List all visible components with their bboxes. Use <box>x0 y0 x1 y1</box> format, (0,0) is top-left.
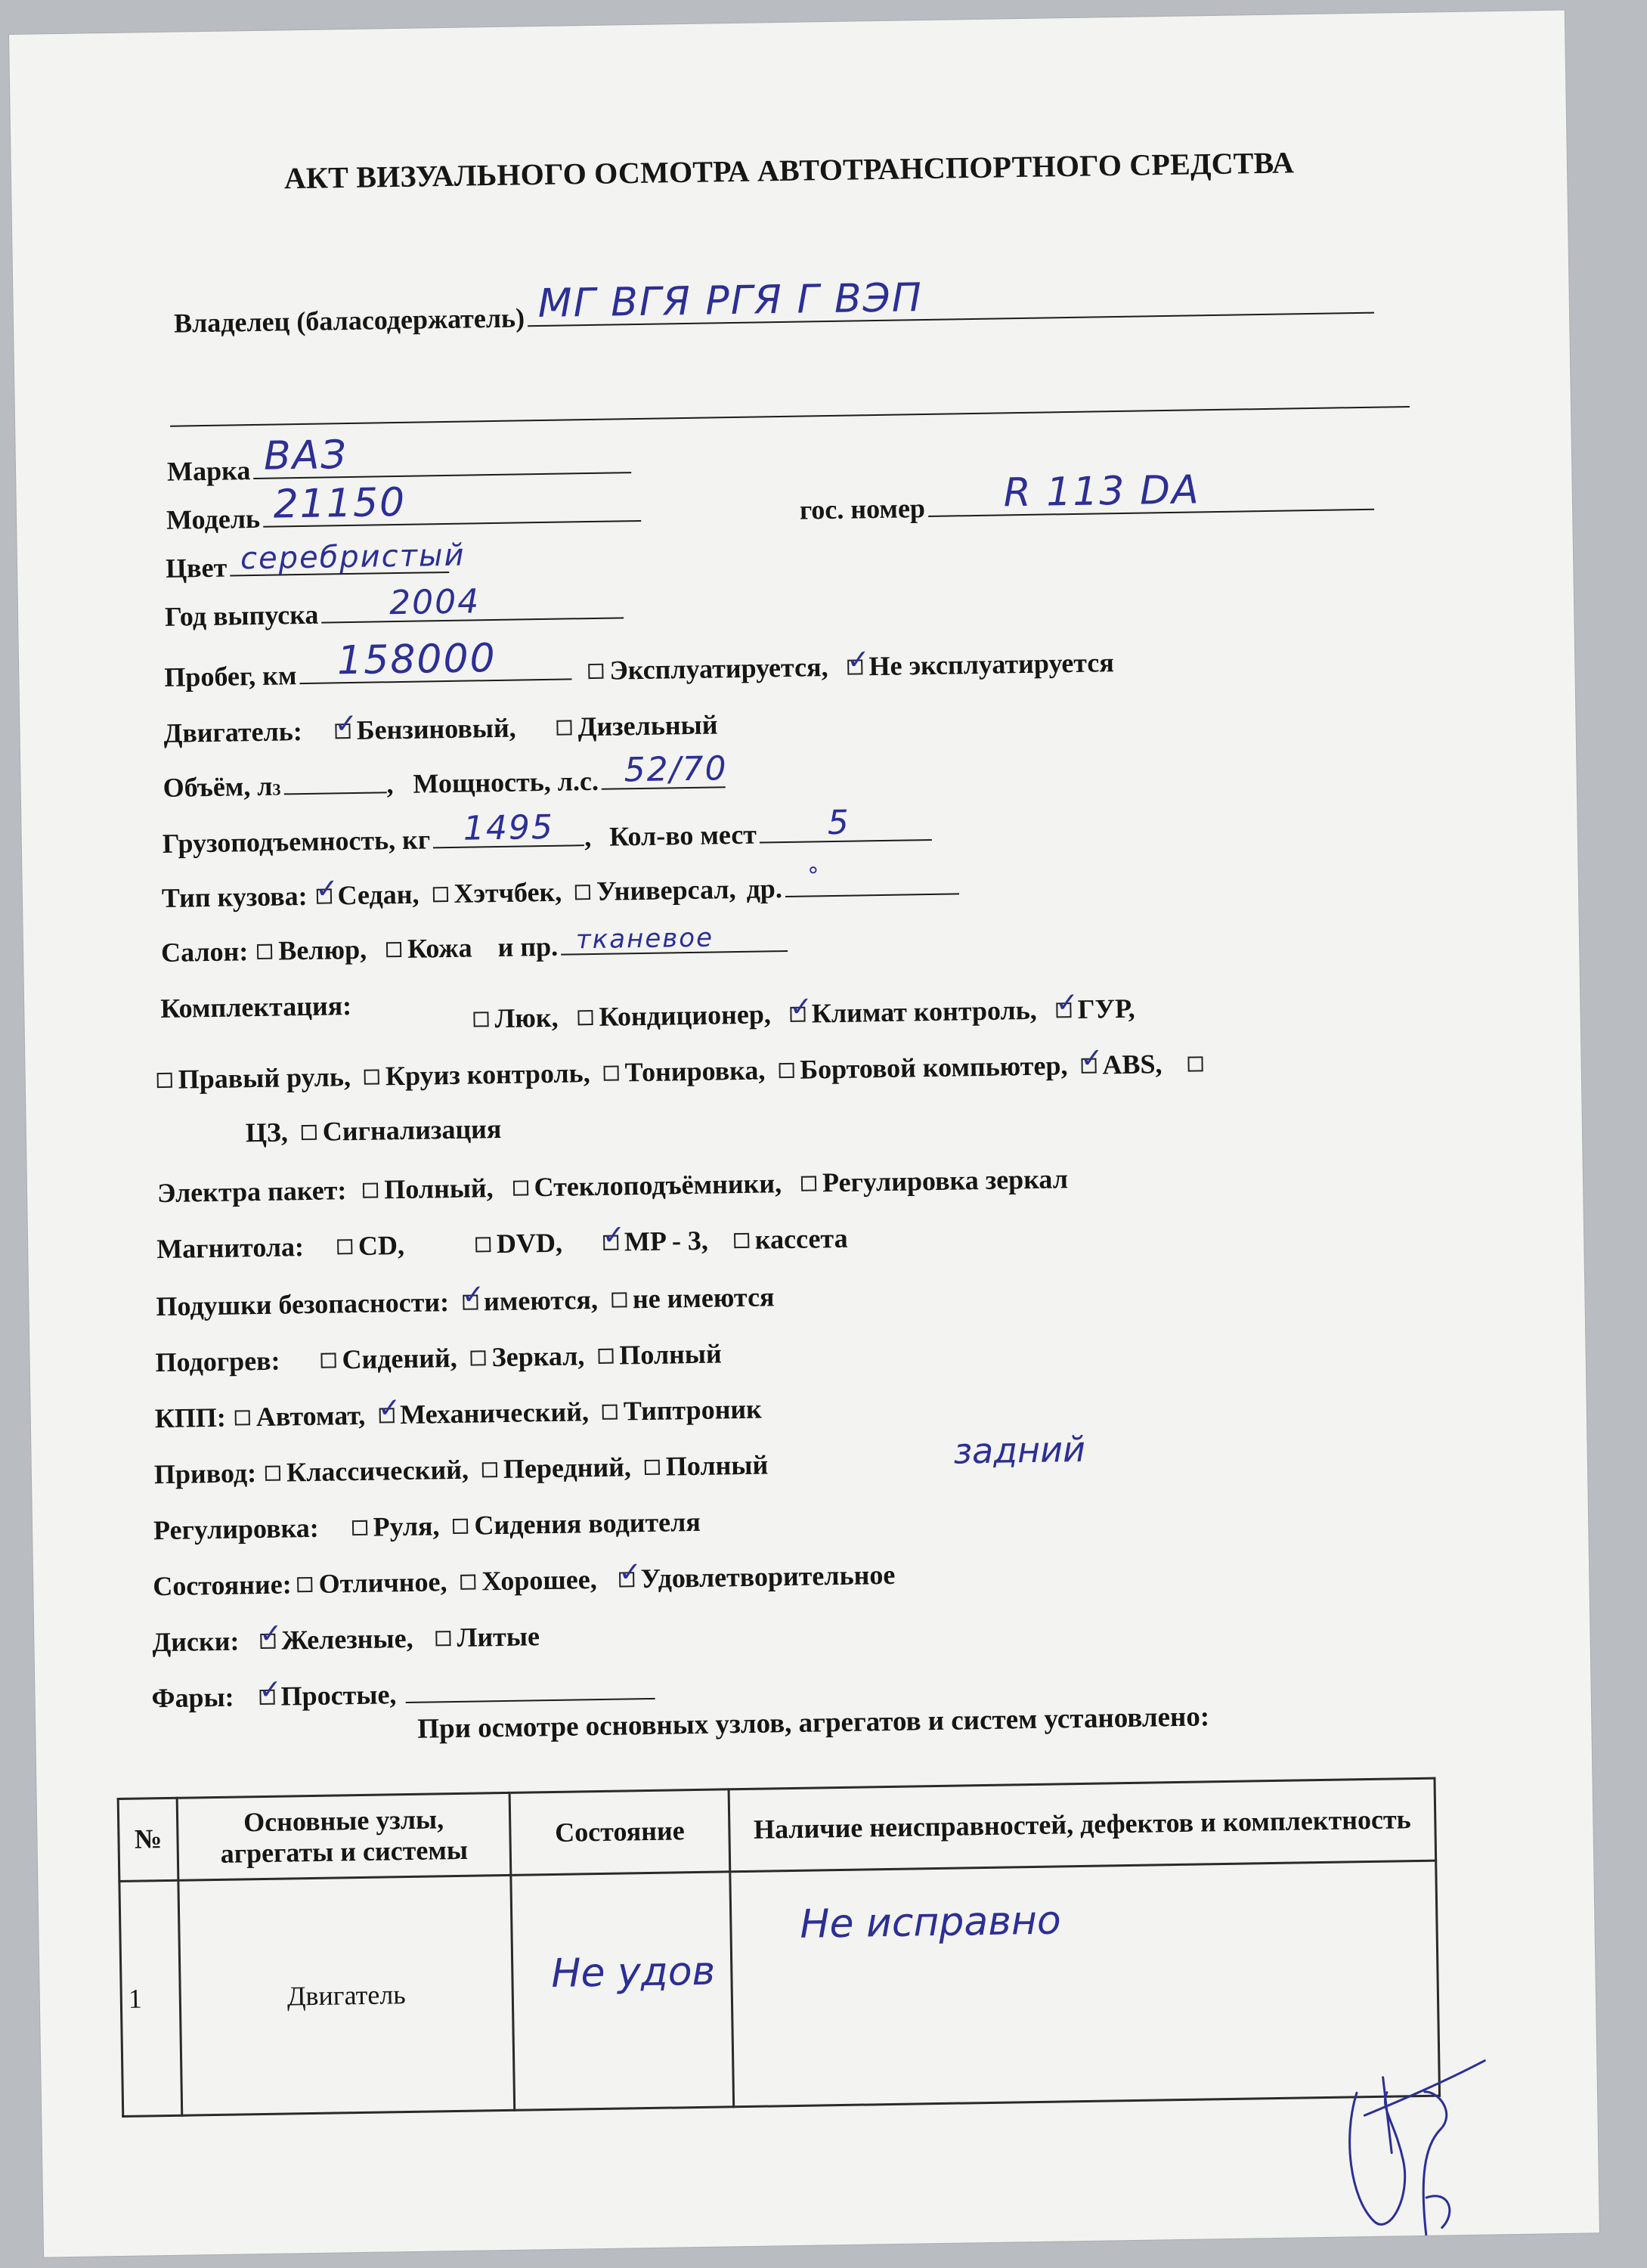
salon-opt-leather-label: Кожа <box>407 932 472 964</box>
checkbox-icon <box>298 1577 313 1592</box>
model-label: Модель <box>166 503 261 535</box>
inspection-table <box>117 1777 1441 2118</box>
wheels-opt-steel-label: Железные, <box>281 1622 413 1656</box>
color-value: серебристый <box>240 538 466 577</box>
checkbox-icon <box>364 1069 379 1084</box>
drive-opt-front-label: Передний, <box>503 1452 632 1484</box>
row-unit-name: Двигатель <box>178 1875 515 2115</box>
heating-opt-mirrors[interactable] <box>467 1340 584 1373</box>
checkbox-icon <box>645 1460 660 1475</box>
mileage-opt-operated-label: Эксплуатируется, <box>609 652 828 686</box>
checked-box-icon <box>603 1235 618 1250</box>
checked-box-icon <box>316 888 331 903</box>
condition-opt-satisfactory[interactable] <box>616 1559 895 1595</box>
body-row <box>161 863 959 914</box>
condition-opt-good[interactable] <box>457 1563 597 1597</box>
checked-box-icon <box>1057 1002 1072 1018</box>
power-value: 52/70 <box>624 749 728 790</box>
brand-value: ВАЗ <box>263 432 348 479</box>
equip-opt-power-steering-label: ГУР, <box>1077 993 1135 1024</box>
owner-value: МГ ВГЯ РГЯ Г ВЭП <box>537 275 924 327</box>
checkbox-icon <box>604 1066 619 1081</box>
engine-opt-petrol-label: Бензиновый, <box>356 712 516 745</box>
table-row <box>119 1861 1440 2116</box>
equip-opt-trip-computer[interactable] <box>776 1049 1068 1086</box>
row-state-value: Не удов <box>550 1948 716 1997</box>
body-opt-sedan-label: Седан, <box>337 878 419 911</box>
year-label: Год выпуска <box>164 599 319 632</box>
checked-box-icon <box>847 659 862 674</box>
volume-unit-sup: 3 <box>272 779 281 799</box>
owner-extra-line <box>170 406 1410 427</box>
lights-opt-simple-label: Простые, <box>280 1679 397 1712</box>
model-field[interactable] <box>263 479 641 528</box>
gearbox-opt-manual-label: Механический, <box>399 1396 590 1430</box>
wheels-label: Диски: <box>152 1625 240 1658</box>
salon-label: Салон: <box>160 936 249 968</box>
airbags-label: Подушки безопасности: <box>156 1287 450 1322</box>
checked-box-icon <box>336 723 351 739</box>
radio-row <box>156 1222 865 1265</box>
equip-opt-central-lock-label: ЦЗ, <box>245 1117 289 1148</box>
seats-value: 5 <box>827 803 851 843</box>
checkbox-icon <box>363 1183 378 1198</box>
inspection-subtitle: При осмотре основных узлов, агрегатов и систем установлено: <box>416 1701 1210 1745</box>
gearbox-opt-manual[interactable] <box>376 1396 589 1430</box>
checkbox-icon <box>512 1180 528 1195</box>
document-title: АКТ ВИЗУАЛЬНОГО ОСМОТРА АВТОТРАНСПОРТНОГО СРЕДСТВА <box>283 145 1295 196</box>
mileage-opt-not-operated[interactable] <box>844 646 1114 683</box>
equip-opt-power-steering[interactable] <box>1053 993 1135 1026</box>
checkbox-icon <box>386 942 401 957</box>
equip-opt-abs-label: ABS, <box>1102 1049 1162 1080</box>
checkbox-icon <box>352 1520 367 1535</box>
checkbox-icon <box>235 1410 250 1425</box>
body-opt-wagon[interactable] <box>572 873 736 907</box>
adjust-label: Регулировка: <box>153 1512 320 1546</box>
checkbox-icon <box>302 1125 317 1140</box>
capacity-value: 1495 <box>463 807 555 848</box>
heating-opt-mirrors-label: Зеркал, <box>491 1340 585 1373</box>
power-field[interactable] <box>602 749 728 790</box>
checked-box-icon <box>379 1408 394 1423</box>
body-other-value: ° <box>807 863 821 890</box>
equip-opt-climate-label: Климат контроль, <box>811 994 1038 1029</box>
condition-opt-satisfactory-label: Удовлетворительное <box>640 1559 896 1594</box>
capacity-label: Грузоподъемность, кг <box>162 824 431 859</box>
col-header-defects: Наличие неисправностей, дефектов и комплектность <box>729 1778 1436 1872</box>
volume-separator: , <box>386 769 394 800</box>
col-header-number: № <box>118 1798 178 1881</box>
mileage-field[interactable] <box>299 635 571 684</box>
body-other-field[interactable] <box>785 863 958 897</box>
equip-opt-alarm-label: Сигнализация <box>322 1113 502 1147</box>
airbags-opt-no[interactable] <box>608 1281 775 1315</box>
checkbox-icon <box>602 1405 618 1420</box>
heating-opt-seats[interactable] <box>317 1342 457 1376</box>
drive-handwritten-note: задний <box>953 1428 1086 1472</box>
electro-label: Электра пакет: <box>156 1175 347 1209</box>
brand-field[interactable] <box>253 432 631 479</box>
col-header-state: Состояние <box>509 1789 730 1876</box>
col-header-unit: Основные узлы, агрегаты и системы <box>177 1792 511 1880</box>
radio-opt-mp3[interactable] <box>600 1225 709 1258</box>
equip-opt-tint-label: Тонировка, <box>624 1055 766 1088</box>
engine-label: Двигатель: <box>163 716 303 748</box>
radio-opt-cassette-label: кассета <box>754 1222 848 1255</box>
checked-box-icon <box>791 1007 806 1022</box>
airbags-opt-yes[interactable] <box>460 1284 598 1318</box>
equip-opt-trip-computer-label: Бортовой компьютер, <box>799 1050 1068 1085</box>
adjust-opt-steering[interactable] <box>348 1510 439 1543</box>
adjust-opt-seat-label: Сидения водителя <box>474 1506 701 1541</box>
airbags-opt-yes-label: имеются, <box>483 1284 599 1317</box>
radio-opt-cd[interactable] <box>334 1229 405 1262</box>
adjust-opt-seat[interactable] <box>450 1506 701 1541</box>
radio-opt-mp3-label: MP - 3, <box>624 1225 709 1257</box>
condition-opt-excellent[interactable] <box>294 1566 447 1600</box>
salon-opt-leather[interactable] <box>383 932 472 965</box>
checkbox-icon <box>471 1350 486 1365</box>
electro-opt-full-label: Полный, <box>383 1173 494 1205</box>
drive-opt-awd-label: Полный <box>665 1449 769 1482</box>
mileage-opt-operated[interactable] <box>585 651 828 686</box>
equip-opt-alarm[interactable] <box>299 1113 502 1148</box>
engine-opt-petrol[interactable] <box>332 712 516 747</box>
adjust-row <box>153 1506 717 1547</box>
plate-value: R 113 DA <box>1003 467 1201 516</box>
wheels-opt-alloy-label: Литые <box>457 1621 540 1653</box>
checkbox-icon <box>588 664 603 679</box>
drive-opt-classic-label: Классический, <box>286 1454 469 1488</box>
condition-row <box>153 1558 912 1602</box>
radio-opt-cd-label: CD, <box>358 1229 405 1261</box>
owner-label: Владелец (баласодержатель) <box>173 302 525 339</box>
body-opt-sedan[interactable] <box>313 878 419 912</box>
color-row <box>165 538 466 584</box>
equip-line2 <box>153 1047 1209 1095</box>
checkbox-icon[interactable] <box>1187 1056 1203 1071</box>
seats-label: Кол-во мест <box>608 819 757 852</box>
gearbox-opt-auto[interactable] <box>232 1399 366 1433</box>
airbags-row <box>156 1281 791 1322</box>
salon-row <box>160 922 788 968</box>
salon-opt-velour[interactable] <box>254 934 367 967</box>
checkbox-icon <box>435 1631 450 1646</box>
checkbox-icon <box>460 1575 475 1590</box>
equip-opt-ac-label: Кондиционер, <box>599 999 772 1032</box>
document-sheet <box>9 11 1599 2257</box>
checkbox-icon <box>453 1519 468 1534</box>
mileage-opt-not-operated-label: Не эксплуатируется <box>868 647 1115 682</box>
heating-opt-full-label: Полный <box>619 1338 722 1371</box>
checked-box-icon <box>260 1634 275 1649</box>
lights-opt-simple[interactable] <box>256 1678 396 1712</box>
owner-row <box>173 275 1374 339</box>
radio-opt-dvd-label: DVD, <box>496 1227 563 1259</box>
checkbox-icon <box>575 885 590 900</box>
checkbox-icon <box>482 1462 497 1477</box>
brand-label: Марка <box>166 455 251 487</box>
wheels-opt-steel[interactable] <box>257 1622 413 1656</box>
checked-box-icon <box>259 1690 274 1705</box>
electro-opt-windows[interactable] <box>509 1167 782 1204</box>
volume-field[interactable] <box>283 769 386 795</box>
salon-other-value: тканевое <box>575 922 714 956</box>
checkbox-icon <box>432 887 447 902</box>
salon-opt-velour-label: Велюр, <box>278 934 367 966</box>
heating-opt-full[interactable] <box>595 1337 722 1371</box>
volume-label: Объём, л <box>163 770 273 803</box>
salon-other-field[interactable] <box>561 922 788 956</box>
electro-opt-mirrors[interactable] <box>798 1163 1068 1199</box>
drive-opt-front[interactable] <box>479 1451 632 1485</box>
drive-opt-awd[interactable] <box>642 1448 769 1483</box>
equip-opt-cruise-label: Круиз контроль, <box>385 1058 590 1092</box>
equip-label: Комплектация: <box>159 990 352 1024</box>
row-state-cell[interactable] <box>511 1872 734 2111</box>
mileage-value: 158000 <box>336 635 497 684</box>
body-opt-hatchback-label: Хэтчбек, <box>454 876 562 909</box>
mileage-row <box>164 635 1131 693</box>
checkbox-icon <box>157 1073 172 1088</box>
equip-line3 <box>246 1113 519 1149</box>
drive-label: Привод: <box>153 1458 257 1490</box>
volume-row <box>163 749 728 804</box>
gearbox-opt-tiptronic-label: Типтроник <box>623 1393 763 1427</box>
heating-opt-seats-label: Сидений, <box>342 1342 457 1375</box>
mileage-label: Пробег, км <box>164 660 297 692</box>
equip-line1 <box>470 992 1152 1034</box>
checkbox-icon <box>320 1352 336 1368</box>
condition-opt-good-label: Хорошее, <box>481 1564 597 1597</box>
engine-opt-diesel-label: Дизельный <box>577 709 718 742</box>
electro-opt-mirrors-label: Регулировка зеркал <box>822 1163 1069 1198</box>
plate-field[interactable] <box>928 467 1374 517</box>
drive-row <box>154 1448 785 1490</box>
capacity-field[interactable] <box>433 807 584 848</box>
gearbox-opt-auto-label: Автомат, <box>255 1399 366 1433</box>
wheels-opt-alloy[interactable] <box>432 1620 540 1653</box>
checkbox-icon <box>779 1063 794 1078</box>
power-label: Мощность, л.с. <box>413 765 599 799</box>
row-number: 1 <box>119 1880 182 2116</box>
electro-row <box>157 1163 1085 1209</box>
year-row <box>164 582 624 633</box>
checkbox-icon <box>337 1239 352 1254</box>
model-value: 21150 <box>273 479 407 528</box>
gearbox-opt-tiptronic[interactable] <box>599 1393 763 1427</box>
electro-opt-full[interactable] <box>360 1172 494 1206</box>
checked-box-icon <box>620 1572 635 1587</box>
checkbox-icon <box>257 944 272 959</box>
checked-box-icon <box>1081 1058 1096 1074</box>
electro-opt-windows-label: Стеклоподъёмники, <box>534 1168 782 1203</box>
lights-other-field[interactable] <box>405 1675 655 1703</box>
radio-opt-cassette[interactable] <box>731 1222 848 1256</box>
adjust-opt-steering-label: Руля, <box>373 1510 440 1542</box>
equip-opt-rhd[interactable] <box>153 1061 351 1095</box>
equip-opt-rhd-label: Правый руль, <box>178 1061 351 1095</box>
color-field[interactable] <box>230 538 466 577</box>
airbags-opt-no-label: не имеются <box>632 1281 775 1315</box>
condition-opt-excellent-label: Отличное, <box>318 1566 447 1599</box>
wheels-row <box>152 1620 556 1658</box>
capacity-row: Грузоподъемность, кг 1495 , Кол-во мест 5 <box>163 816 933 860</box>
lights-label: Фары: <box>151 1681 234 1714</box>
condition-label: Состояние: <box>152 1569 292 1602</box>
checkbox-icon <box>734 1233 749 1248</box>
equip-opt-central-lock[interactable] <box>246 1116 289 1148</box>
equip-opt-climate[interactable] <box>787 994 1037 1030</box>
year-value: 2004 <box>389 582 481 623</box>
equip-opt-sunroof-label: Люк, <box>494 1002 559 1034</box>
equip-opt-tint[interactable] <box>600 1054 765 1088</box>
signature-image <box>1311 2045 1541 2257</box>
body-opt-wagon-label: Универсал, <box>596 874 736 906</box>
salon-other-label: и пр. <box>497 931 559 962</box>
checkbox-icon <box>473 1012 488 1027</box>
checkbox-icon <box>556 720 571 735</box>
year-field[interactable] <box>321 582 624 623</box>
plate-label: гос. номер <box>799 493 926 525</box>
engine-row <box>163 708 734 749</box>
equip-opt-abs[interactable] <box>1078 1048 1162 1081</box>
row-defects-value: Не исправно <box>799 1898 1062 1947</box>
checkbox-icon <box>611 1292 627 1307</box>
gearbox-row <box>154 1393 779 1434</box>
checked-box-icon <box>463 1294 478 1309</box>
drive-opt-classic[interactable] <box>262 1454 469 1489</box>
checkbox-icon <box>475 1237 491 1252</box>
equip-opt-ac[interactable] <box>574 998 771 1033</box>
equip-opt-sunroof[interactable] <box>470 1002 559 1035</box>
engine-opt-diesel[interactable] <box>553 708 717 742</box>
heating-row <box>155 1337 738 1378</box>
equip-opt-cruise[interactable] <box>361 1057 590 1092</box>
color-label: Цвет <box>165 552 228 584</box>
body-label: Тип кузова: <box>161 880 308 913</box>
checkbox-icon <box>598 1349 613 1364</box>
checkbox-icon <box>577 1010 593 1025</box>
body-other-label: др. <box>746 873 783 904</box>
owner-field[interactable] <box>528 275 1374 327</box>
body-opt-hatchback[interactable] <box>429 876 562 910</box>
lights-row <box>151 1675 655 1714</box>
heating-label: Подогрев: <box>155 1345 280 1378</box>
checkbox-icon <box>265 1466 280 1481</box>
radio-opt-dvd[interactable] <box>472 1227 563 1260</box>
radio-label: Магнитола: <box>156 1232 305 1265</box>
equip-label-row <box>160 990 352 1024</box>
checkbox-icon <box>801 1176 816 1191</box>
seats-field[interactable] <box>760 803 932 844</box>
gearbox-label: КПП: <box>154 1402 227 1434</box>
